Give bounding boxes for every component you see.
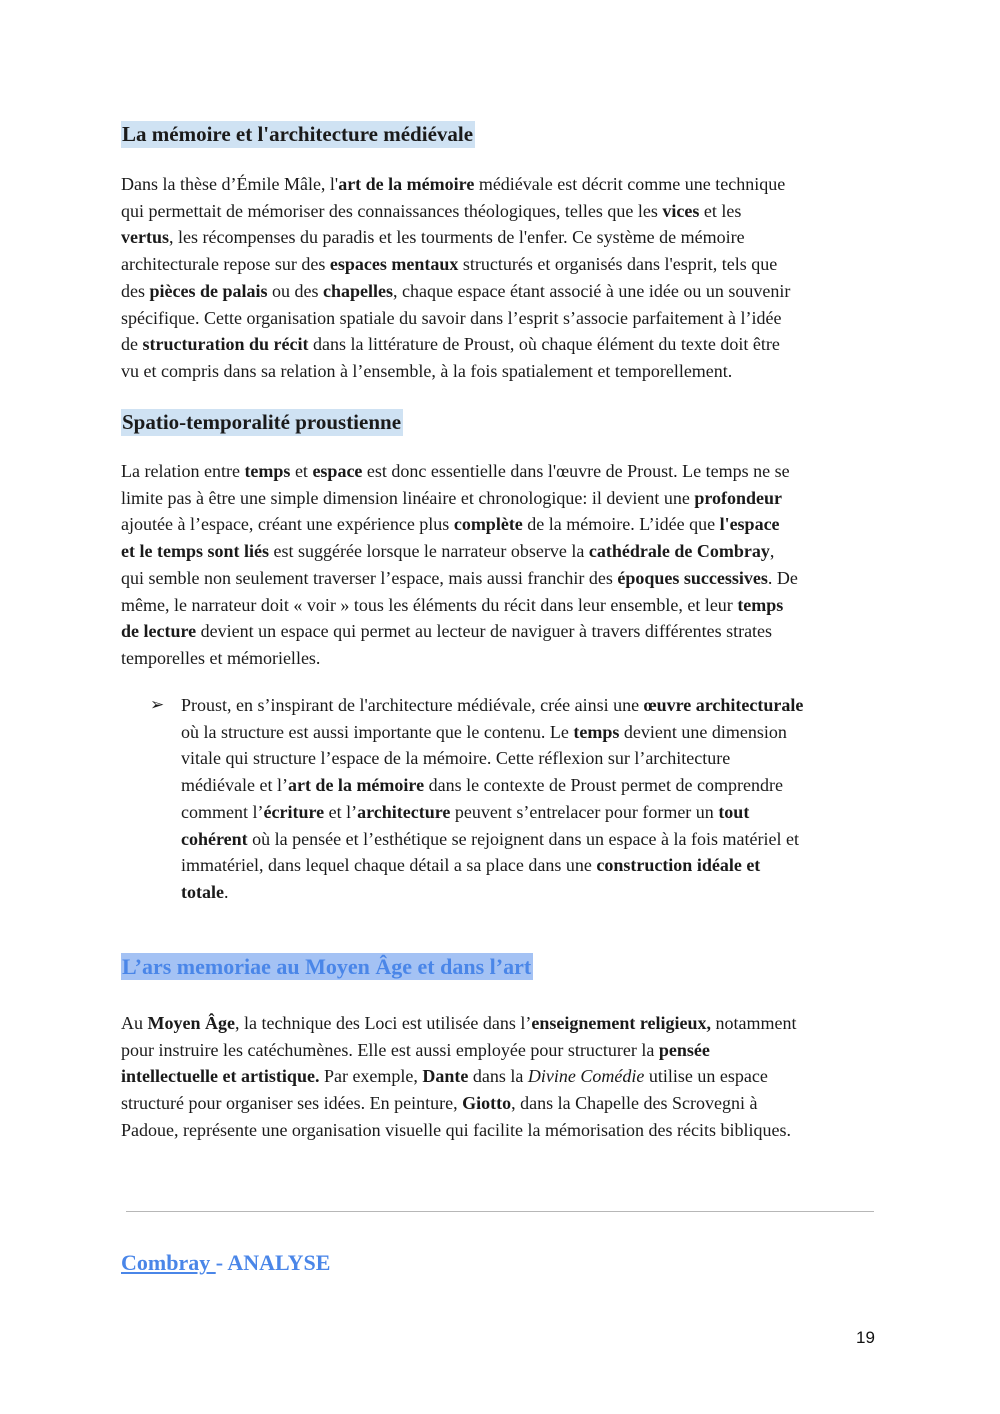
bold-term: écriture	[263, 801, 325, 822]
combray-analyse-heading	[121, 1250, 330, 1276]
heading-text: L’ars memoriae au Moyen Âge et dans l’art	[122, 954, 532, 979]
combray-link[interactable]: Combray	[121, 1250, 216, 1275]
page-number: 19	[856, 1328, 875, 1347]
bold-term: époques successives	[617, 567, 768, 588]
text-run: ou des	[267, 280, 324, 301]
arrow-bullet-icon: ➢	[150, 695, 165, 715]
bold-term: Giotto	[462, 1093, 512, 1114]
bold-term: complète	[453, 514, 523, 535]
heading-text: La mémoire et l'architecture médiévale	[122, 122, 474, 146]
text-run: .	[223, 881, 229, 902]
text-run: Dans la thèse d’Émile Mâle, l'	[121, 174, 339, 194]
bold-term: profondeur	[694, 487, 783, 508]
text-run: La relation entre	[121, 461, 245, 481]
text-run: , chaque espace étant associé à une idée ou un souvenir spécifique. Cette organisation spatiale du savoir dans l’esprit s’associe parfaitement à l’idée de	[121, 280, 791, 355]
bold-term: construction idéale et totale	[181, 855, 761, 902]
text-run: , dans la Chapelle des Scrovegni à Padoue, représente une organisation visuelle qui facilite la mémorisation des récits bibliques.	[121, 1093, 791, 1140]
paragraph-ars-memoriae	[121, 1010, 881, 1144]
bold-term: espaces mentaux	[329, 254, 459, 275]
bold-term: vices	[662, 200, 700, 221]
text-run: dans le contexte de Proust permet de comprendre comment l’	[181, 775, 783, 822]
text-run: , les récompenses du paradis et les tourments de l'enfer. Ce système de mémoire architecturale repose sur des	[121, 227, 745, 275]
text-run: ajoutée à l’espace, créant une expérience plus	[121, 514, 450, 535]
bold-term: art de la mémoire	[338, 174, 475, 194]
bold-term: architecture	[357, 801, 451, 822]
bold-term: Dante	[422, 1066, 469, 1087]
section-heading-spatio	[121, 409, 403, 436]
horizontal-divider	[126, 1211, 874, 1212]
bold-term: l'espace et le temps sont liés	[121, 514, 780, 562]
section-heading-memoire	[121, 121, 475, 148]
text-run: est suggérée lorsque le narrateur observe la	[268, 541, 589, 562]
text-run: notamment pour instruire les catéchumènes. Elle est aussi employée pour structurer la	[121, 1013, 797, 1060]
bold-term: espace	[312, 461, 363, 481]
bold-term: art de la mémoire	[287, 775, 425, 796]
text-run: dans la	[468, 1066, 528, 1087]
bold-term: vertus	[121, 227, 169, 248]
bold-term: structuration du récit	[142, 334, 309, 355]
italic-title: Divine Comédie	[527, 1066, 645, 1087]
bold-term: Moyen Âge	[147, 1013, 235, 1033]
text-run: peuvent s’entrelacer pour former un	[450, 801, 719, 822]
text-run: dans la littérature de Proust, où chaque élément du texte doit être vu et compris dans sa relation à l’ensemble, à la fois spatialement et temporellement.	[121, 334, 780, 381]
text-run: où la pensée et l’esthétique se rejoignent dans un espace à la fois matériel et immatériel, dans lequel chaque détail a sa place dans une	[181, 828, 799, 876]
text-run: est donc essentielle dans l'œuvre de Proust. Le temps ne se limite pas à être une simple dimension linéaire et chronologique: il devient une	[121, 461, 790, 508]
text-run: devient un espace qui permet au lecteur de naviguer à travers différentes strates temporelles et mémorielles.	[121, 621, 773, 668]
text-run: Par exemple,	[319, 1066, 423, 1087]
heading-text: Spatio-temporalité proustienne	[122, 410, 402, 434]
bullet-text	[181, 692, 881, 906]
text-run: , la technique des Loci est utilisée dans l’	[234, 1013, 532, 1033]
text-run: médiévale est décrit comme une technique qui permettait de mémoriser des connaissances théologiques, telles que les	[121, 174, 786, 221]
bold-term: chapelles	[323, 280, 394, 301]
bold-term: temps de lecture	[121, 594, 784, 642]
bold-term: temps	[244, 461, 291, 481]
bold-term: pièces de palais	[149, 280, 268, 301]
text-run: et	[290, 461, 313, 481]
analyse-label: - ANALYSE	[215, 1250, 331, 1275]
section-heading-ars-memoriae	[121, 953, 533, 981]
bold-term: enseignement religieux,	[531, 1013, 712, 1033]
text-run: et les	[703, 200, 742, 221]
paragraph-memoire	[121, 171, 881, 385]
bold-term: tout cohérent	[181, 801, 750, 849]
text-run: de la mémoire. L’idée que	[522, 514, 720, 535]
text-run: , qui semble non seulement traverser l’espace, mais aussi franchir des	[121, 541, 775, 588]
text-run: structurés et organisés dans l'esprit, tels que des	[121, 254, 778, 301]
paragraph-spatio	[121, 458, 881, 672]
text-run: où la structure est aussi importante que le contenu. Le	[181, 721, 569, 742]
text-run: Proust, en s’inspirant de l'architecture médiévale, crée ainsi une	[181, 695, 644, 715]
text-run: et l’	[324, 801, 358, 822]
bold-term: cathédrale de Combray	[588, 541, 770, 562]
bold-term: temps	[573, 721, 620, 742]
text-run: devient une dimension vitale qui structure l’espace de la mémoire. Cette réflexion sur l’architecture médiévale et l’	[181, 721, 787, 796]
text-run: utilise un espace structuré pour organiser ses idées. En peinture,	[121, 1066, 768, 1114]
text-run: Au	[121, 1013, 148, 1033]
bold-term: pensée intellectuelle et artistique.	[121, 1039, 710, 1087]
text-run: . De même, le narrateur doit « voir » tous les éléments du récit dans leur ensemble, et leur	[121, 567, 798, 615]
bold-term: œuvre architecturale	[643, 695, 804, 715]
